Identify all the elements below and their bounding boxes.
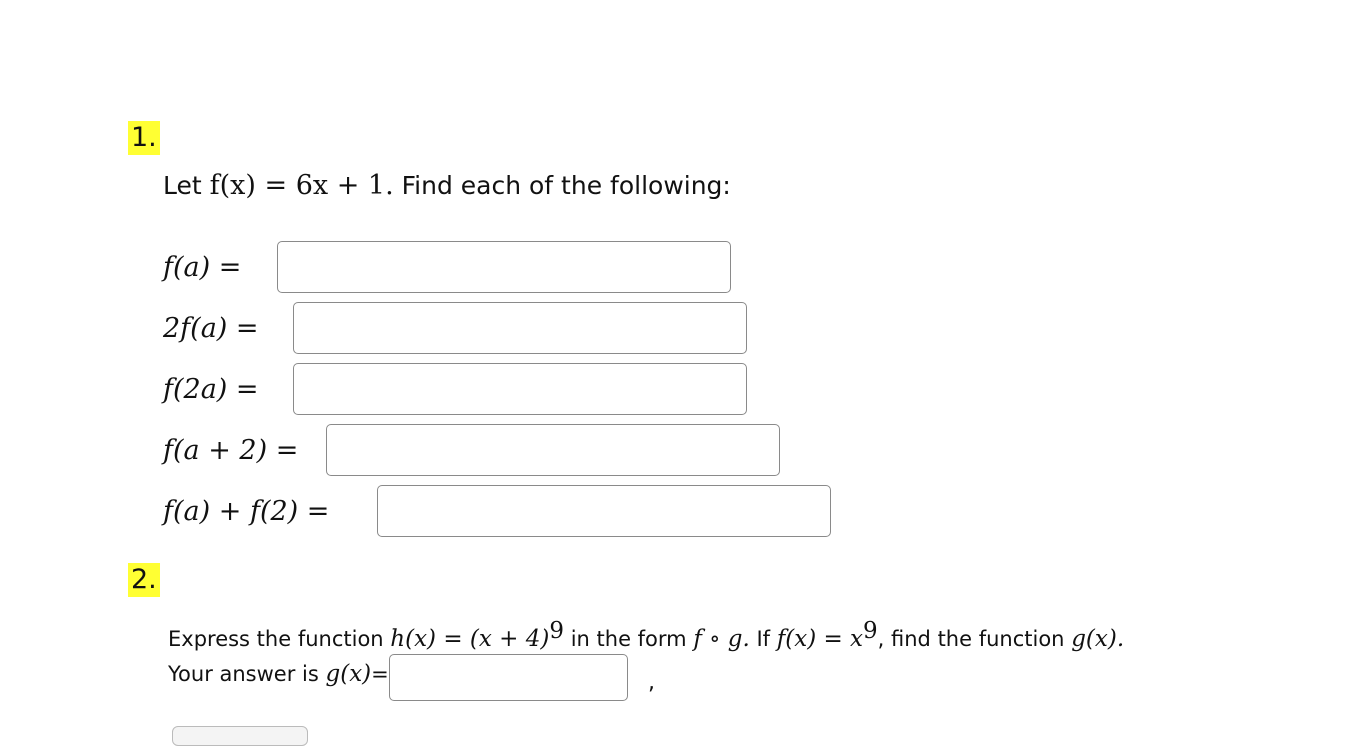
question-number-1: 1.	[128, 121, 160, 155]
question-2-prompt	[168, 618, 1124, 652]
question-1-prompt	[163, 170, 731, 201]
answer-lead-equals: =	[371, 662, 389, 686]
prompt-text: , find the function	[877, 627, 1065, 651]
answer-row-f-a-plus-2	[163, 422, 780, 478]
answer-input-f-a-plus-2[interactable]	[326, 424, 780, 476]
answer-input-f-a-plus-f-2[interactable]	[377, 485, 831, 537]
question-number-2: 2.	[128, 563, 160, 597]
answer-input-f-a[interactable]	[277, 241, 731, 293]
submit-button[interactable]	[172, 726, 308, 746]
answer-row-f-2a	[163, 361, 747, 417]
answer-label: 2f(a) =	[163, 312, 259, 344]
prompt-math-h: h(x) = (x + 4)	[390, 626, 550, 652]
answer-label: f(a + 2) =	[163, 434, 299, 466]
prompt-function: f(x) = 6x + 1.	[209, 170, 394, 201]
answer-lead-text: Your answer is	[168, 662, 319, 686]
answer-input-f-2a[interactable]	[293, 363, 747, 415]
answer-input-2f-a[interactable]	[293, 302, 747, 354]
answer-row-f-a	[163, 239, 731, 295]
question-2-answer-line	[168, 661, 389, 687]
prompt-prefix: Let	[163, 171, 202, 200]
answer-row-2f-a	[163, 300, 747, 356]
prompt-math-fog: f ∘ g.	[693, 626, 750, 652]
prompt-math-exponent: 9	[863, 618, 878, 644]
prompt-math-g: g(x).	[1071, 626, 1125, 652]
trailing-comma: ,	[648, 670, 655, 695]
answer-input-g-x[interactable]	[389, 654, 628, 701]
answer-label: f(2a) =	[163, 373, 259, 405]
prompt-text: Express the function	[168, 627, 384, 651]
prompt-math-f: f(x) = x	[776, 626, 864, 652]
prompt-text: in the form	[570, 627, 687, 651]
prompt-suffix: Find each of the following:	[401, 171, 731, 200]
answer-label: f(a) =	[163, 251, 242, 283]
prompt-text: If	[756, 627, 771, 651]
answer-row-f-a-plus-f-2	[163, 483, 831, 539]
answer-lead-math: g(x)	[325, 661, 372, 687]
answer-label: f(a) + f(2) =	[163, 495, 330, 527]
prompt-math-exponent: 9	[549, 618, 565, 644]
